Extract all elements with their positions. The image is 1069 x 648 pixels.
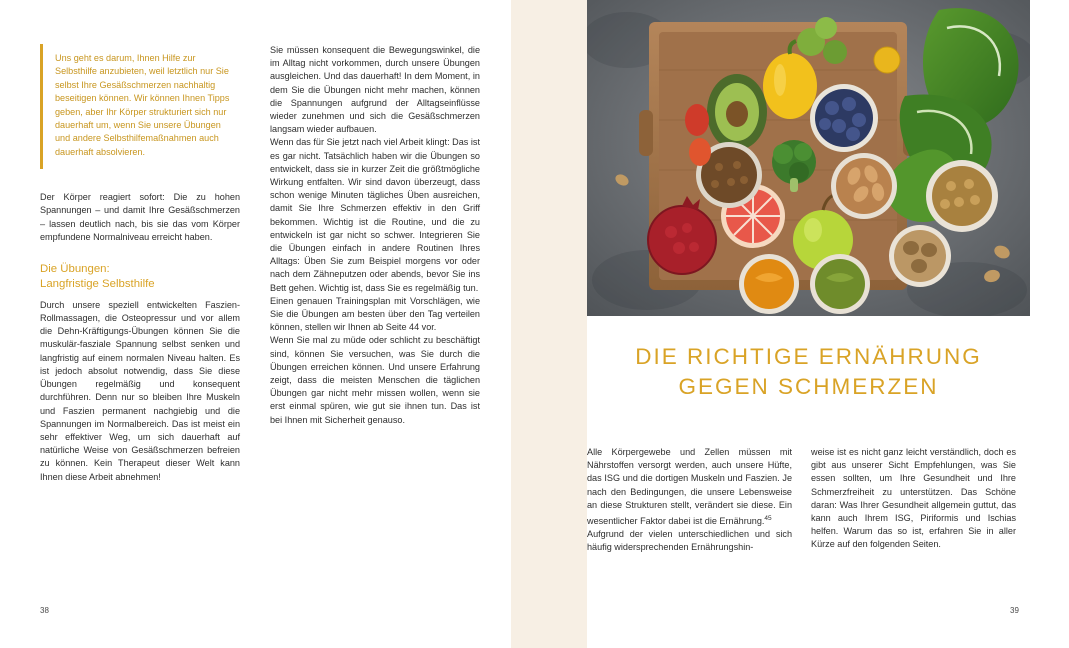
right-col1-paragraph-1	[587, 446, 792, 528]
left-col2-paragraph-3: Einen genauen Trainingsplan mit Vorschlägen, wie Sie die Übungen am besten über den Tag verteilen können, stellen wir Ihnen ab Seite 44 vor.	[270, 295, 480, 333]
food-tray-illustration	[587, 0, 1030, 316]
right-col1-paragraph-1-text: Alle Körpergewebe und Zellen müssen mit Nährstoffen versorgt werden, auch unsere Hüfte, das ISG und die dortigen Muskeln und Faszien. Je nach den Bedingungen, die unsere Lebensweise an diese Strukturen stellt, verändert sie diese. Ein wesentlicher Faktor dabei ist die Ernährung.	[587, 447, 792, 527]
right-page	[587, 0, 1069, 648]
right-col2-paragraph-1: weise ist es nicht ganz leicht verständlich, doch es gibt aus unserer Sicht Empfehlungen, was Sie essen sollten, um Ihre Gesundheit und Ihre Schmerzfreiheit zu unterstützen. Das Schöne daran: Was Ihrer Gesundheit allgemein guttut, das kann auch Ihrem ISG, Piriformis und Ischias helfen. Warum das so ist, erfahren Sie in aller Kürze auf den folgenden Seiten.	[811, 447, 1016, 550]
section-heading-line-1: Die Übungen:	[40, 263, 110, 276]
page-number-right: 39	[1010, 606, 1019, 615]
footnote-marker: 45	[764, 515, 772, 523]
chapter-title	[587, 342, 1030, 402]
right-column-one	[587, 446, 792, 555]
left-page	[0, 0, 511, 648]
left-column-two	[270, 44, 480, 427]
left-col1-paragraph-2: Durch unsere speziell entwickelten Faszien-Rollmassagen, die Osteopressur und vor allem die Dehn-Kräftigungs-Übungen können Sie die muskulär-fasziale Spannung selbst senken und langfristig auf einem normalen Niveau halten. Es ist jedoch absolut notwendig, dass Sie diese Übungen regelmäßig und konsequent durchführen. Denn nur so bleiben Ihre Muskeln und Faszien permanent nachgiebig und die Spannungen im Normalbereich. Das ist meist ein sehr effektiver Weg, um sich dauerhaft auf natürliche Weise von Gesäßschmerzen befreien zu können. Kein Therapeut dieser Welt kann Ihnen diese Arbeit abnehmen!	[40, 299, 240, 482]
pull-quote: Uns geht es darum, Ihnen Hilfe zur Selbsthilfe anzubieten, weil letztlich nur Sie selbst Ihre Gesäßschmerzen nachhaltig beseitigen können. Wir können Ihnen Tipps geben, aber Ihr Körper strukturiert sich nur dauerhaft um, wenn Sie unsere Übungen und andere Selbsthilfemaßnahmen auch dauerhaft absolvieren.	[40, 44, 240, 169]
chapter-title-line-2: GEGEN SCHMERZEN	[678, 374, 939, 399]
right-col1-paragraph-2: Aufgrund der vielen unterschiedlichen und sich häufig widersprechenden Ernährungshin-	[587, 529, 792, 553]
left-col2-paragraph-4: Wenn Sie mal zu müde oder schlicht zu beschäftigt sind, können Sie versuchen, was Sie durch die Übungen erreichen können. Und unsere Erfahrung zeigt, dass die meisten Menschen die täglichen Übungen gar nicht mehr missen wollen, wenn sie erst einmal spüren, wie gut sie ihnen tun. Das ist bei Ihnen mit Sicherheit genauso.	[270, 335, 480, 425]
left-col1-paragraph-1: Der Körper reagiert sofort: Die zu hohen Spannungen – und damit Ihre Gesäßschmerzen – lassen deutlich nach, bis sie das vom Körper empfundene Normalniveau erreicht haben.	[40, 192, 240, 242]
page-gutter	[511, 0, 587, 648]
food-tray-photo	[587, 0, 1030, 316]
page-number-left: 38	[40, 606, 49, 615]
section-heading	[40, 262, 240, 293]
left-column-one	[40, 44, 240, 484]
chapter-title-line-1: DIE RICHTIGE ERNÄHRUNG	[635, 344, 982, 369]
left-col2-paragraph-1: Sie müssen konsequent die Bewegungswinkel, die im Alltag nicht vorkommen, durch unsere Übungen ausgleichen. Und das dauerhaft! In dem Moment, in dem Sie die Übungen nicht mehr machen, können die Spannungen aufgrund der Alltagseinflüsse wieder zunehmen und sich die Gesäßschmerzen langsam wieder aufbauen.	[270, 45, 480, 135]
left-col2-paragraph-2: Wenn das für Sie jetzt nach viel Arbeit klingt: Das ist es gar nicht. Tatsächlich haben wir die Übungen so entwickelt, dass sie in kurzer Zeit die größtmögliche Wirkung entfalten. Wir sind davon überzeugt, dass schon wenige Minuten tägliches Üben ausreichen, damit Sie Ihre Schmerzen effektiv in den Griff bekommen. Wichtig ist die Routine, und die zu entwickeln ist gar nicht so schwer. Integrieren Sie die Übungen einfach in andere Routinen Ihres Alltags: Üben Sie zum Beispiel morgens vor oder nach dem Zähneputzen oder abends, bevor Sie ins Bett gehen. Wichtig ist, dass Sie es regelmäßig tun.	[270, 137, 480, 293]
right-column-two	[811, 446, 1016, 552]
section-heading-line-2: Langfristige Selbsthilfe	[40, 278, 155, 291]
